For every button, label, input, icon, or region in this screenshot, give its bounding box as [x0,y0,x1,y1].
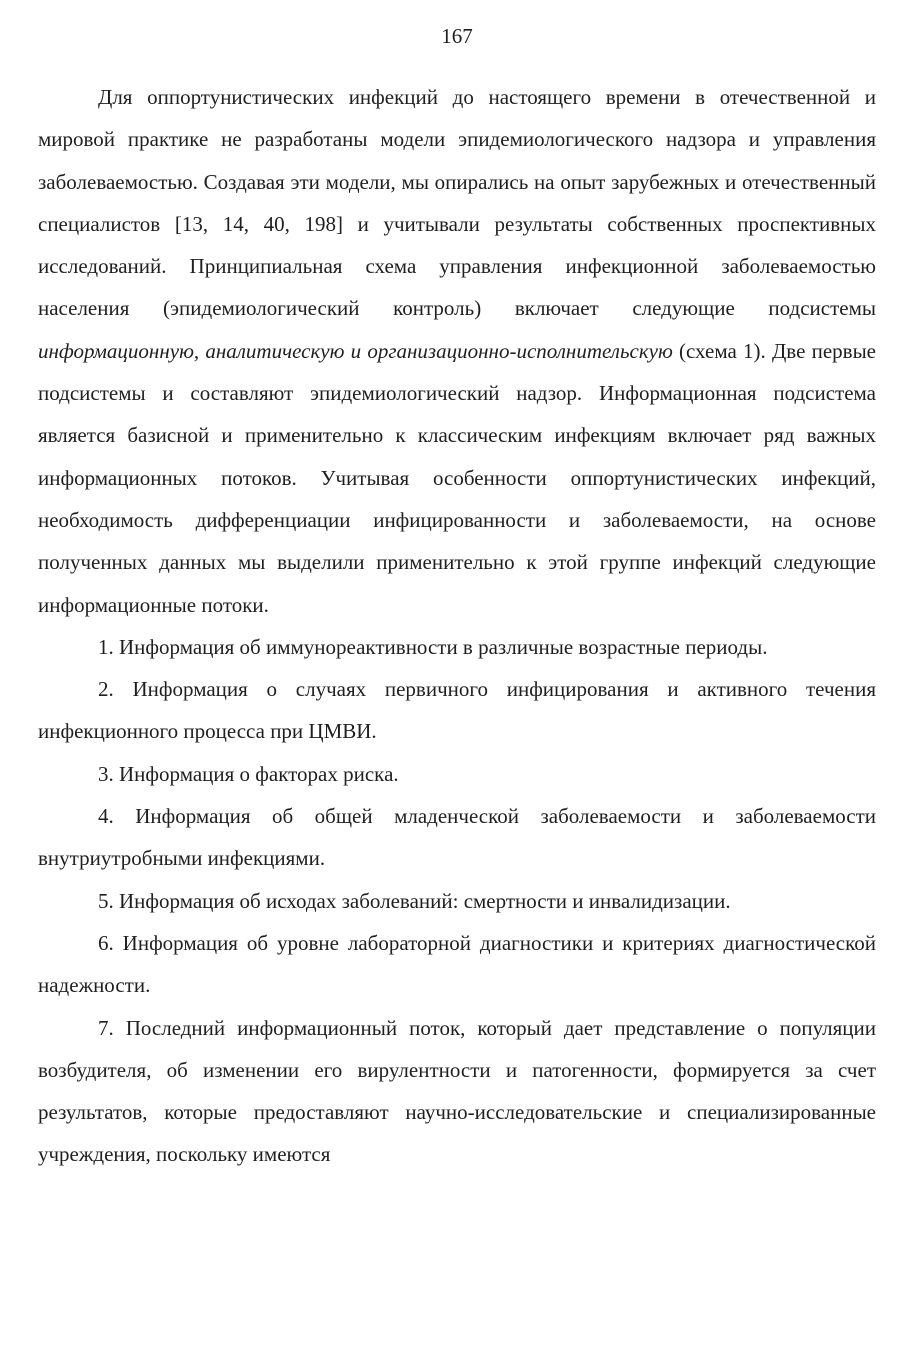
list-item: 5. Информация об исходах заболеваний: смертности и инвалидизации. [98,888,731,913]
page-number: 167 [441,24,473,48]
intro-text-end: (схема 1). Две первые подсистемы и составляют эпидемиологический надзор. Информационная подсистема является базисной и применительно к классическим инфекциям включает ряд важных информационных потоков. Учитывая особенности оппортунистических инфекций, необходимость дифференциации инфицированности и заболеваемости, на основе полученных данных мы выделили применительно к этой группе инфекций следующие информационные потоки. [38,338,876,617]
list-item: 6. Информация об уровне лабораторной диагностики и критериях диагностической надежности. [38,930,876,998]
document-body [38,76,876,1176]
intro-italic-subsystems: информационную, аналитическую и организационно-исполнительскую [38,338,673,363]
list-item: 7. Последний информационный поток, который дает представление о популяции возбудителя, об изменении его вирулентности и патогенности, формируется за счет результатов, которые предоставляют научно-исследовательские и специализированные учреждения, поскольку имеются [38,1015,876,1167]
intro-paragraph [38,76,876,626]
list-item: 1. Информация об иммунореактивности в различные возрастные периоды. [98,634,768,659]
list-item: 2. Информация о случаях первичного инфицирования и активного течения инфекционного процесса при ЦМВИ. [38,677,876,744]
list-item: 4. Информация об общей младенческой заболеваемости и заболеваемости внутриутробными инфекциями. [38,804,876,871]
list-item: 3. Информация о факторах риска. [98,761,399,786]
intro-text-start: Для оппортунистических инфекций до настоящего времени в отечественной и мировой практике не разработаны модели эпидемиологического надзора и управления заболеваемостью. Создавая эти модели, мы опирались на опыт зарубежных и отечественный специалистов [13, 14, 40, 198] и учитывали результаты собственных проспективных исследований. Принципиальная схема управления инфекционной заболеваемостью населения (эпидемиологический контроль) включает следующие подсистемы [38,85,876,321]
